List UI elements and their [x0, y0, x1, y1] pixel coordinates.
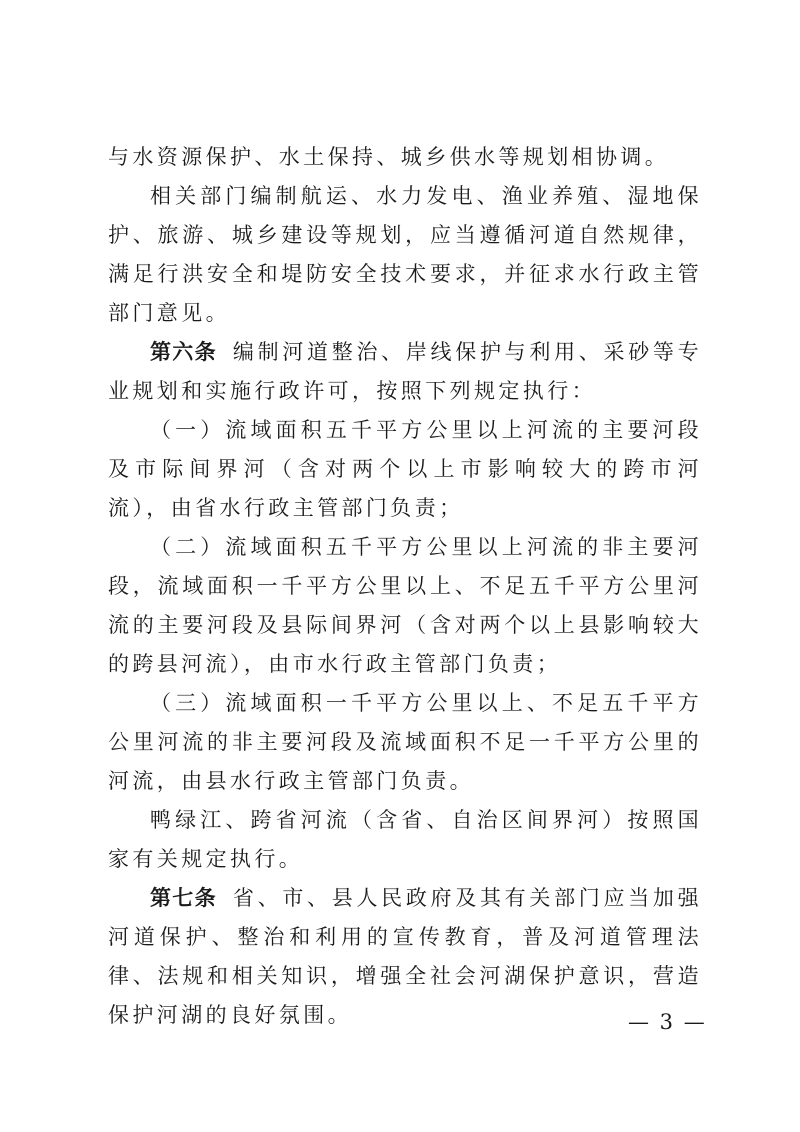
article-6-item-2 — [108, 528, 702, 684]
article-heading: 第七条 — [150, 886, 217, 910]
paragraph-text: 鸭绿江、跨省河流（含省、自治区间界河）按照国家有关规定执行。 — [108, 808, 702, 871]
article-heading: 第六条 — [150, 340, 217, 364]
paragraph-text: 省、市、县人民政府及其有关部门应当加强河道保护、整治和利用的宣传教育，普及河道管理法律、法规和相关知识，增强全社会河湖保护意识，营造保护河湖的良好氛围。 — [108, 886, 702, 1027]
paragraph-text: 编制河道整治、岸线保护与利用、采砂等专业规划和实施行政许可，按照下列规定执行： — [108, 340, 702, 403]
article-6 — [108, 333, 702, 411]
page-number: — 3 — — [628, 1010, 707, 1034]
article-6-item-1 — [108, 411, 702, 528]
article-6-item-3 — [108, 684, 702, 801]
paragraph-text: 与水资源保护、水土保持、城乡供水等规划相协调。 — [108, 145, 670, 169]
article-6-yalu-river — [108, 801, 702, 879]
paragraph-text: （三）流域面积一千平方公里以上、不足五千平方公里河流的非主要河段及流域面积不足一千平方公里的河流，由县水行政主管部门负责。 — [108, 691, 702, 793]
paragraph-text: （一）流域面积五千平方公里以上河流的主要河段及市际间界河（含对两个以上市影响较大的跨市河流），由省水行政主管部门负责； — [108, 418, 702, 520]
article-7 — [108, 879, 702, 1035]
document-page — [108, 138, 702, 1035]
paragraph-continuation — [108, 138, 702, 177]
paragraph-text: （二）流域面积五千平方公里以上河流的非主要河段，流域面积一千平方公里以上、不足五千平方公里河流的主要河段及县际间界河（含对两个以上县影响较大的跨县河流），由市水行政主管部门负责； — [108, 535, 702, 676]
paragraph-related-departments — [108, 177, 702, 333]
paragraph-text: 相关部门编制航运、水力发电、渔业养殖、湿地保护、旅游、城乡建设等规划，应当遵循河道自然规律，满足行洪安全和堤防安全技术要求，并征求水行政主管部门意见。 — [108, 184, 702, 325]
